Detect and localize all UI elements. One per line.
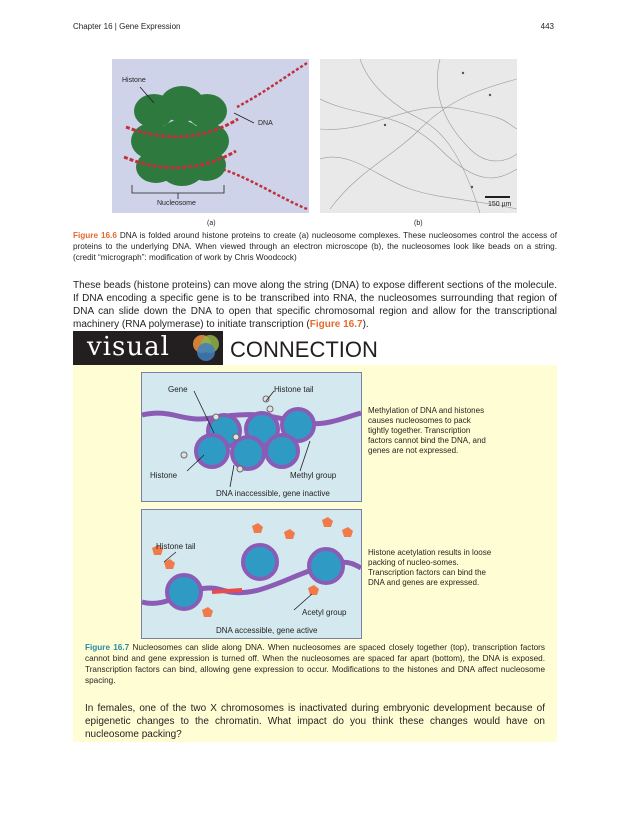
methylation-description: Methylation of DNA and histones causes nucleosomes to pack tightly together. Transcription factors cannot bind the DNA, and genes are not expressed. bbox=[368, 406, 486, 455]
sublabel-a: (a) bbox=[207, 220, 216, 227]
venn-logo-icon bbox=[191, 333, 221, 363]
diagram-tight-packing bbox=[141, 372, 362, 502]
figure-16-7-caption bbox=[85, 642, 545, 686]
figure-16-6 bbox=[112, 59, 517, 213]
figure-ref: Figure 16.6 bbox=[73, 231, 117, 240]
gene-label: Gene bbox=[168, 385, 188, 394]
caption-text: DNA is folded around histone proteins to create (a) nucleosome complexes. These nucleosomes control the access of proteins to the underlying DNA. When viewed through an electron microscope (b), the nucleosomes look like beads on a string. (credit “micrograph”: modification of work by Chris Woodcock) bbox=[73, 231, 557, 262]
page-number: 443 bbox=[540, 22, 554, 31]
paragraph-end: ). bbox=[362, 319, 369, 330]
banner-word-visual: visual bbox=[87, 332, 170, 362]
scale-bar-label: 150 µm bbox=[488, 201, 512, 208]
banner-word-connection: CONNECTION bbox=[230, 337, 378, 362]
electron-micrograph bbox=[320, 59, 517, 213]
figure-16-6-caption bbox=[73, 230, 557, 263]
review-question: In females, one of the two X chromosomes is inactivated during embryonic development because of epigenetic changes to the chromatin. What impact do you think these changes would have on nucleosome packing? bbox=[85, 703, 545, 740]
acetyl-group-label: Acetyl group bbox=[302, 608, 347, 617]
paragraph-text: These beads (histone proteins) can move along the string (DNA) to expose different sections of the molecule. If DNA encoding a specific gene is to be transcribed into RNA, the nucleosomes surrounding that region of DNA can slide down the DNA to open that specific chromosomal region and allow for the transcriptional machinery (RNA polymerase) to initiate transcription ( bbox=[73, 280, 557, 330]
dna-label: DNA bbox=[258, 120, 273, 127]
figure-16-7-ref: Figure 16.7 bbox=[85, 643, 130, 652]
dna-inaccessible-label: DNA inaccessible, gene inactive bbox=[216, 489, 330, 498]
dna-accessible-label: DNA accessible, gene active bbox=[216, 626, 318, 635]
figure-16-7-link[interactable]: Figure 16.7 bbox=[309, 319, 363, 330]
nucleosome-label: Nucleosome bbox=[157, 200, 196, 207]
micrograph-image bbox=[320, 59, 517, 213]
diagram-loose-packing bbox=[141, 509, 362, 639]
visual-connection-banner bbox=[73, 331, 408, 365]
acetylation-description: Histone acetylation results in loose packing of nucleo-somes. Transcription factors can bind the DNA and genes are expressed. bbox=[368, 548, 492, 587]
nucleosome-illustration bbox=[112, 59, 309, 213]
histone-tail-label-bottom: Histone tail bbox=[156, 542, 196, 551]
histone-label: Histone bbox=[122, 77, 146, 84]
loose-nucleosome-drawing bbox=[142, 510, 361, 638]
body-paragraph bbox=[73, 279, 557, 331]
histone-tail-label-top: Histone tail bbox=[274, 385, 314, 394]
figure-16-7-caption-text: Nucleosomes can slide along DNA. When nucleosomes are spaced closely together (top), transcription factors cannot bind and gene expression is turned off. When the nucleosomes are spaced far apart (bottom), the DNA is exposed. Transcription factors can bind, allowing gene expression to occur. Modifications to the histones and DNA affect nucleosome spacing. bbox=[85, 643, 545, 685]
sublabel-b: (b) bbox=[414, 220, 423, 227]
histone-label-top: Histone bbox=[150, 471, 178, 480]
methyl-group-label: Methyl group bbox=[290, 471, 337, 480]
running-header-chapter: Chapter 16 | Gene Expression bbox=[73, 22, 181, 31]
